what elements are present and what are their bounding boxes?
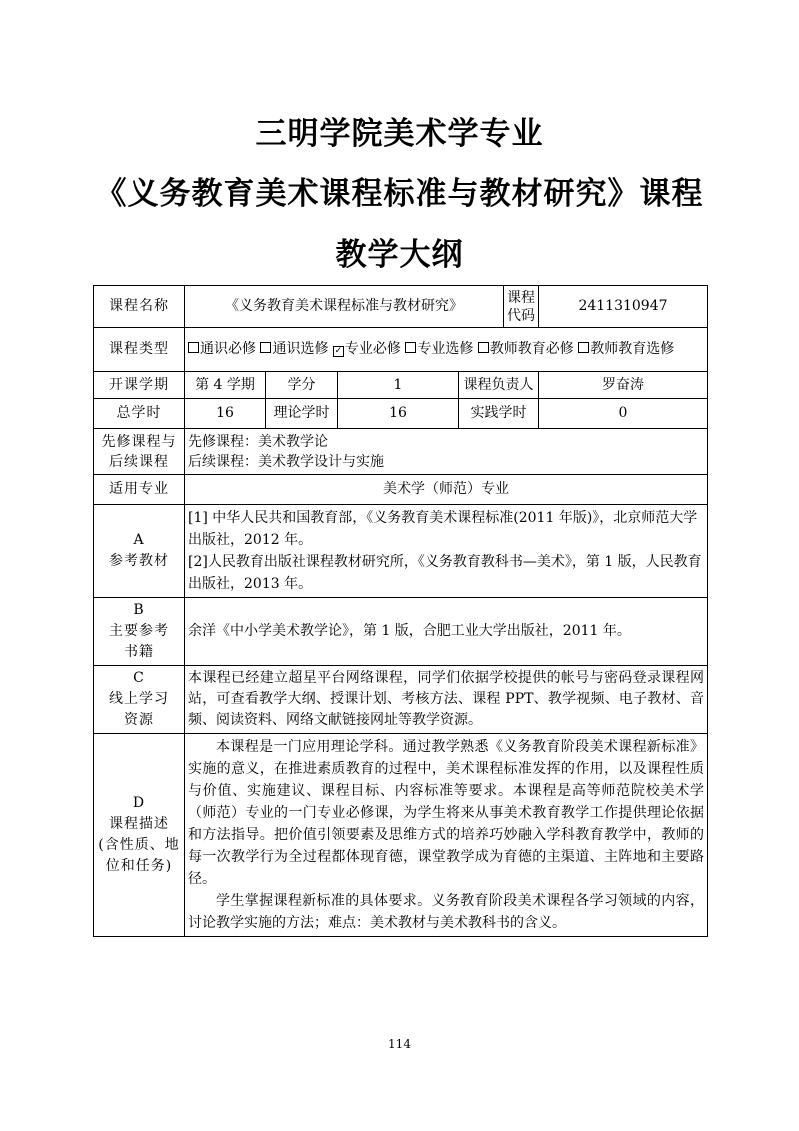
option-label-4: 教师教育必修 <box>489 341 574 357</box>
checkbox-icon-0 <box>188 342 199 353</box>
prereq-label: 先修课程与后续课程 <box>94 429 185 475</box>
desc-content <box>185 734 708 937</box>
option-label-2: 专业必修 <box>344 341 401 357</box>
practice-hours-label: 实践学时 <box>459 399 539 429</box>
credit-label: 学分 <box>266 372 338 399</box>
option-2 <box>333 341 401 357</box>
option-label-0: 通识必修 <box>200 341 256 357</box>
ref-a-label-cell <box>94 505 185 598</box>
course-type-options <box>185 328 708 372</box>
desc-paragraph-1: 本课程是一门应用理论学科。通过教学熟悉《义务教育阶段美术课程新标准》实施的意义，在推进素质教育的过程中，美术课程标准发挥的作用，以及课程性质与价值、实施建议、课程目标、内容标准等要求。本课程是高等师范院校美术学（师范）专业的一门专业必修课，为学生将来从事美术教育教学工作提供理论依据和方法指导。把价值引领要素及思维方式的培养巧妙融入学科教育教学中，教师的每一次教学行为全过程都体现育德，课堂教学成为育德的主渠道、主阵地和主要路径。 <box>188 739 704 887</box>
ref-a-item-1: [1] 中华人民共和国教育部，《义务教育美术课程标准(2011 年版)》，北京师范大学出版社，2012 年。 <box>188 510 698 548</box>
checkbox-icon-3 <box>405 342 416 353</box>
online-label-cell <box>94 666 185 734</box>
desc-label-cell <box>94 734 185 937</box>
leader-label: 课程负责人 <box>459 372 539 399</box>
theory-hours: 16 <box>338 399 459 429</box>
ref-b-content: 余洋《中小学美术教学论》，第 1 版，合肥工业大学出版社，2011 年。 <box>185 598 708 666</box>
ref-b-letter: B <box>133 602 145 618</box>
checkbox-icon-4 <box>478 342 489 353</box>
online-content: 本课程已经建立超星平台网络课程，同学们依据学校提供的帐号与密码登录课程网站，可查看教学大纲、授课计划、考核方法、课程 PPT、教学视频、电子教材、音频、阅读资料、网络文献链接网址等教学资源。 <box>185 666 708 734</box>
option-label-3: 专业选修 <box>417 341 474 357</box>
prereq-cell <box>185 429 708 475</box>
option-4 <box>478 341 574 357</box>
course-name-label: 课程名称 <box>94 286 185 328</box>
ref-b-label: 主要参考书籍 <box>109 623 169 660</box>
option-label-1: 通识选修 <box>272 341 329 357</box>
syllabus-table <box>93 285 708 937</box>
option-label-5: 教师教育选修 <box>590 341 675 357</box>
semester-label: 开课学期 <box>94 372 185 399</box>
online-label: 线上学习资源 <box>109 691 169 728</box>
option-1 <box>260 341 328 357</box>
desc-letter: D <box>132 795 146 811</box>
desc-paragraph-2: 学生掌握课程新标准的具体要求。义务教育阶段美术课程各学习领域的内容，讨论教学实施的方法；难点：美术教材与美术教科书的含义。 <box>188 893 704 931</box>
course-code: 2411310947 <box>539 286 708 328</box>
title-line-1: 三明学院美术学专业 <box>255 116 544 152</box>
ref-a-label: 参考教材 <box>109 553 169 569</box>
checkbox-icon-5 <box>578 342 589 353</box>
theory-hours-label: 理论学时 <box>266 399 338 429</box>
checkbox-icon-1 <box>260 342 271 353</box>
ref-a-content <box>185 505 708 598</box>
ref-a-letter: A <box>133 532 145 548</box>
course-type-label: 课程类型 <box>94 328 185 372</box>
desc-label: 课程描述 <box>109 816 169 832</box>
course-name: 《义务教育美术课程标准与教材研究》 <box>185 286 504 328</box>
credit: 1 <box>338 372 459 399</box>
major-label: 适用专业 <box>94 475 185 505</box>
ref-a-item-2: [2]人民教育出版社课程教材研究所，《义务教育教科书—美术》，第 1 版，人民教育出版社，2013 年。 <box>188 554 702 592</box>
title-line-3: 教学大纲 <box>335 237 464 273</box>
practice-hours: 0 <box>539 399 708 429</box>
checkbox-icon-2: ✓ <box>334 346 343 356</box>
option-5 <box>578 341 674 357</box>
option-3 <box>405 341 473 357</box>
page-number: 114 <box>388 1037 411 1051</box>
major: 美术学（师范）专业 <box>185 475 708 505</box>
title-line-2: 《义务教育美术课程标准与教材研究》课程 <box>95 176 704 212</box>
total-hours-label: 总学时 <box>94 399 185 429</box>
course-code-label: 课程代码 <box>504 286 539 328</box>
leader: 罗奋涛 <box>539 372 708 399</box>
ref-b-label-cell <box>94 598 185 666</box>
followup-course: 后续课程：美术教学设计与实施 <box>188 453 384 470</box>
semester: 第 4 学期 <box>185 372 266 399</box>
online-letter: C <box>133 670 145 686</box>
option-0 <box>188 341 256 357</box>
desc-sublabel: (含性质、地位和任务) <box>98 837 180 874</box>
prereq-course: 先修课程：美术教学论 <box>188 433 328 450</box>
total-hours: 16 <box>185 399 266 429</box>
